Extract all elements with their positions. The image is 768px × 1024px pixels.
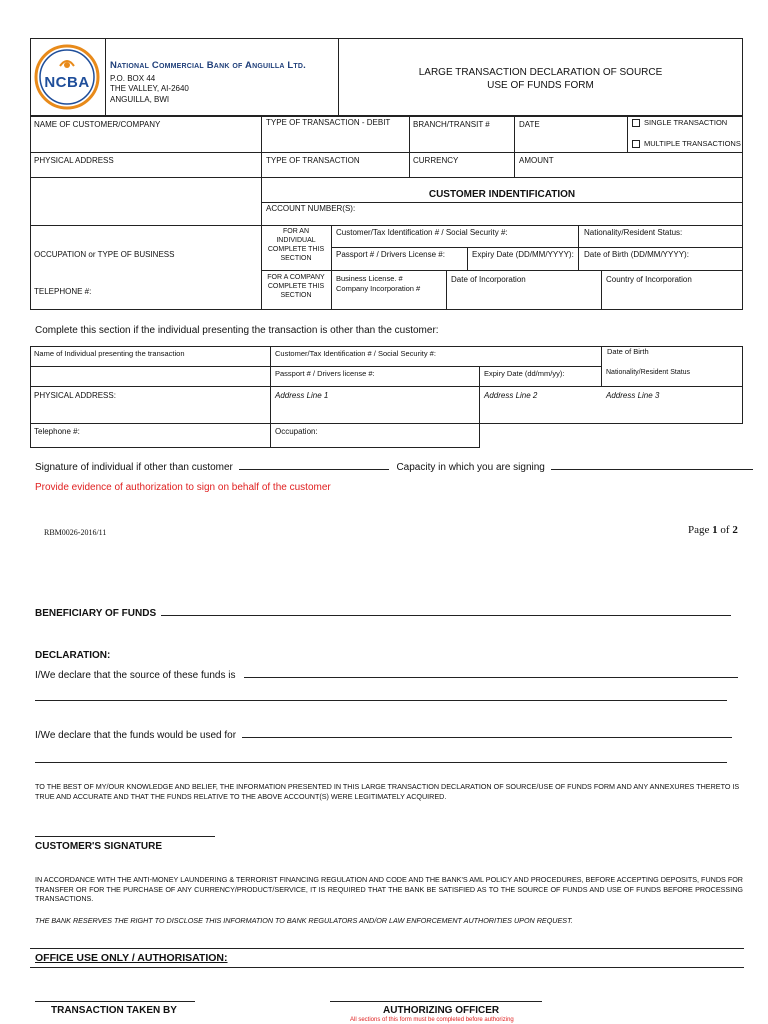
single-transaction-checkbox[interactable]: [632, 119, 640, 127]
declaration-heading: DECLARATION:: [35, 650, 111, 661]
authorizing-officer-label: AUTHORIZING OFFICER: [383, 1005, 500, 1016]
transaction-taken-by-field[interactable]: [35, 1001, 195, 1002]
source-field-line2[interactable]: [35, 700, 727, 701]
telephone-label: TELEPHONE #:: [34, 287, 92, 296]
authorizing-officer-field[interactable]: [330, 1001, 542, 1002]
address-line-3: Address Line 3: [606, 391, 660, 400]
date-label: DATE: [519, 120, 540, 129]
country-of-incorporation-label: Country of Incorporation: [606, 275, 692, 284]
physical-address-label: PHYSICAL ADDRESS: [34, 156, 114, 165]
used-field[interactable]: [242, 737, 732, 738]
nationality-label: Nationality/Resident Status:: [584, 228, 683, 237]
beneficiary-label: BENEFICIARY OF FUNDS: [35, 608, 157, 619]
used-row: [35, 730, 732, 741]
type-debit-label: TYPE OF TRANSACTION - DEBIT: [266, 118, 391, 127]
business-license-label: Business License. #: [336, 274, 403, 283]
expiry-date-label: Expiry Date (DD/MM/YYYY):: [472, 250, 574, 259]
currency-label: CURRENCY: [413, 156, 459, 165]
presenter-name-label: Name of Individual presenting the transaction: [34, 349, 185, 358]
source-label: I/We declare that the source of these funds is: [35, 670, 236, 681]
beneficiary-field[interactable]: [161, 615, 731, 616]
transaction-taken-by-label: TRANSACTION TAKEN BY: [51, 1005, 177, 1016]
presenter-passport-label: Passport # / Drivers license #:: [275, 369, 375, 378]
bank-address-3: ANGUILLA, BWI: [110, 95, 170, 104]
bank-name: National Commercial Bank of Anguilla Ltd.: [110, 60, 307, 71]
branch-transit-label: BRANCH/TRANSIT #: [413, 120, 490, 129]
occupation-label: OCCUPATION or TYPE OF BUSINESS: [34, 250, 175, 259]
address-line-1: Address Line 1: [275, 391, 329, 400]
belief-statement: TO THE BEST OF MY/OUR KNOWLEDGE AND BELIEF, THE INFORMATION PRESENTED IN THIS LARGE TRANSACTION DECLARATION OF SOURCE/USE OF FUNDS FORM AND ANY ANNEXURES THERETO IS TRUE AND ACCURATE AND THAT THE FUNDS RELATIVE TO THE ABOVE ACCOUNT(S) WERE LEGITIMATELY ACQUIRED.: [35, 782, 740, 801]
multiple-transactions-checkbox[interactable]: [632, 140, 640, 148]
signature-field[interactable]: [239, 469, 389, 470]
presenter-dob-label: Date of Birth: [607, 347, 649, 356]
presenter-tax-id-label: Customer/Tax Identification # / Social Security #:: [275, 349, 436, 358]
form-title-line2: USE OF FUNDS FORM: [487, 80, 594, 91]
presenter-nationality-label: Nationality/Resident Status: [606, 369, 691, 376]
page-indicator: Page 1 of 2: [688, 524, 738, 536]
signature-row: [35, 462, 753, 473]
header-divider-logo: [105, 38, 106, 116]
ncba-logo: [34, 44, 100, 110]
date-of-birth-label: Date of Birth (DD/MM/YYYY):: [584, 250, 689, 259]
form-code: RBM0026-2016/11: [44, 528, 107, 537]
capacity-label: Capacity in which you are signing: [396, 462, 545, 473]
single-transaction-option[interactable]: SINGLE TRANSACTION: [632, 118, 727, 127]
address-line-2: Address Line 2: [484, 391, 538, 400]
bank-address-2: THE VALLEY, AI-2640: [110, 84, 189, 93]
office-use-heading: OFFICE USE ONLY / AUTHORISATION:: [35, 952, 228, 964]
form-title-line1: LARGE TRANSACTION DECLARATION OF SOURCE: [418, 67, 663, 78]
evidence-note: Provide evidence of authorization to sign on behalf of the customer: [35, 482, 331, 493]
used-field-line2[interactable]: [35, 762, 727, 763]
multiple-transactions-option[interactable]: MULTIPLE TRANSACTIONS: [632, 139, 741, 148]
individual-section-note: FOR AN INDIVIDUAL COMPLETE THIS SECTION: [267, 228, 325, 262]
bank-address-1: P.O. BOX 44: [110, 74, 156, 83]
capacity-field[interactable]: [551, 469, 753, 470]
all-sections-note: All sections of this form must be completed before authorizing: [350, 1017, 514, 1023]
amount-label: AMOUNT: [519, 156, 554, 165]
presenter-physical-address-label: PHYSICAL ADDRESS:: [34, 391, 116, 400]
logo-text: NCBA: [44, 74, 90, 91]
account-numbers-label: ACCOUNT NUMBER(S):: [266, 204, 356, 213]
aml-statement: IN ACCORDANCE WITH THE ANTI-MONEY LAUNDERING & TERRORIST FINANCING REGULATION AND CODE AND THE BANK'S AML POLICY AND PROCEDURES, BEFORE ACCEPTING DEPOSITS, FUNDS FOR TRANSFER OR FOR THE PURCHASE OF ANY CURRENCY/PRODUCT/SERVICE, IT IS REQUIRED THAT THE BANK BE SATISFIED AS TO THE SOURCE OF FUNDS AND USE OF FUNDS BEFORE PROCESSING TRANSACTIONS.: [35, 875, 743, 903]
source-field[interactable]: [244, 677, 738, 678]
presenter-occupation-label: Occupation:: [275, 427, 318, 436]
company-section-note: FOR A COMPANY COMPLETE THIS SECTION: [267, 274, 325, 299]
used-label: I/We declare that the funds would be used for: [35, 730, 237, 741]
disclose-statement: THE BANK RESERVES THE RIGHT TO DISCLOSE THIS INFORMATION TO BANK REGULATORS AND/OR LAW ENFORCEMENT AUTHORITIES UPON REQUEST.: [35, 916, 573, 925]
company-incorporation-label: Company Incorporation #: [336, 284, 421, 293]
presenter-telephone-label: Telephone #:: [34, 427, 80, 436]
signature-label: Signature of individual if other than customer: [35, 462, 233, 473]
presenter-expiry-label: Expiry Date (dd/mm/yy):: [484, 369, 565, 378]
customer-signature-label: CUSTOMER'S SIGNATURE: [35, 841, 163, 852]
passport-label: Passport # / Drivers License #:: [336, 250, 445, 259]
customer-signature-field[interactable]: [35, 836, 215, 837]
tax-id-label: Customer/Tax Identification # / Social Security #:: [336, 228, 508, 237]
type-of-transaction-label: TYPE OF TRANSACTION: [266, 156, 360, 165]
beneficiary-row: [35, 608, 731, 619]
date-of-incorporation-label: Date of Incorporation: [451, 275, 526, 284]
name-of-customer-label: NAME OF CUSTOMER/COMPANY: [34, 120, 161, 129]
customer-identification-heading: CUSTOMER INDENTIFICATION: [428, 189, 576, 200]
source-row: [35, 670, 738, 681]
section2-intro: Complete this section if the individual presenting the transaction is other than the customer:: [35, 325, 439, 336]
